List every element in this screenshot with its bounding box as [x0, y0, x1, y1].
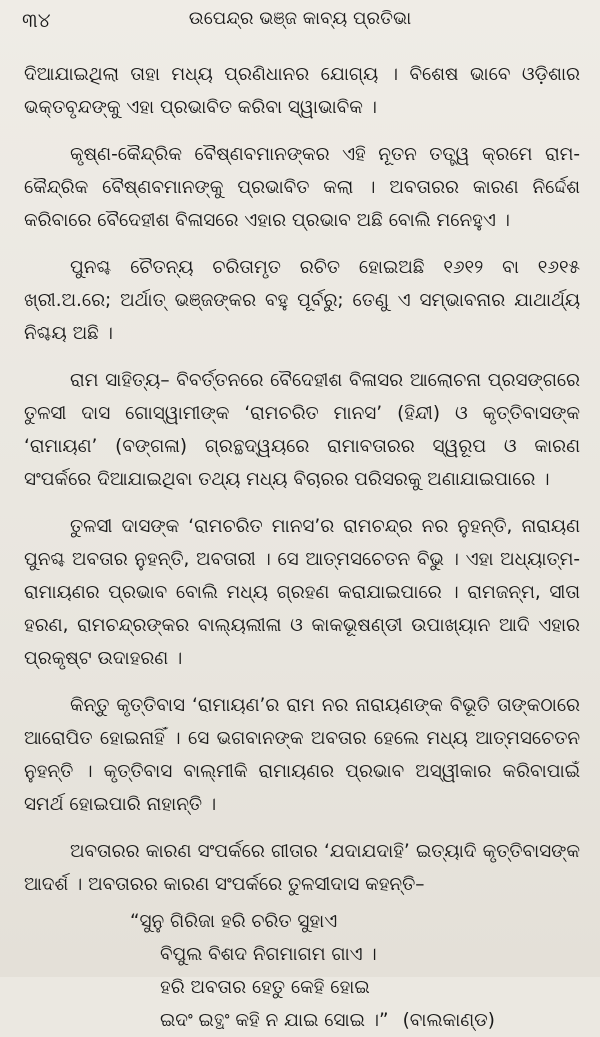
- paragraph-1: ଦିଆଯାଇଥିଲା ତାହା ମଧ୍ୟ ପ୍ରଣିଧାନର ଯୋଗ୍ୟ । ବିଶେଷ ଭାବେ ଓଡ଼ିଶାର ଭକ୍ତବୃନ୍ଦଙ୍କୁ ଏହା ପ୍ରଭାବିତ କରିବା ସ୍ୱାଭାବିକ ।: [24, 64, 580, 118]
- verse-line-2: ବିପୁଲ ବିଶଦ ନିଗମାଗମ ଗାଏ ।: [160, 944, 377, 965]
- page-header: [22, 6, 578, 36]
- paragraph-7: ଅବତାରର କାରଣ ସଂପର୍କରେ ଗୀତାର ‘ଯଦାଯଦାହି’ ଇତ୍ୟାଦି କୃତ୍ତିବାସଙ୍କ ଆଦର୍ଶ । ଅବତାରର କାରଣ ସଂପର୍କରେ ତୁଳସୀଦାସ କହନ୍ତି–: [24, 841, 580, 895]
- page-number: ୩୪: [22, 8, 51, 32]
- body-text: [24, 58, 580, 1037]
- verse-line-4-text: ଇଦଂ ଇତ୍ଥଂ କହି ନ ଯାଇ ସୋଇ ।”: [160, 1010, 389, 1031]
- paragraph-6: କିନ୍ତୁ କୃତ୍ତିବାସ ‘ରାମାୟଣ’ର ରାମ ନର ନାରାୟଣଙ୍କ ବିଭୂତି ତାଙ୍କଠାରେ ଆରୋପିତ ହୋଇନାହିଁ । ସେ ଭଗବାନଙ୍କ ଅବତାର ହେଲେ ମଧ୍ୟ ଆତ୍ମସଚେତନ ନୁହନ୍ତି । କୃତ୍ତିବାସ ବାଲ୍ମୀକି ରାମାୟଣର ପ୍ରଭାବ ଅସ୍ୱୀକାର କରିବାପାଇଁ ସମର୍ଥ ହୋଇପାରି ନାହାନ୍ତି ।: [24, 695, 580, 815]
- paragraph-3: ପୁନଶ୍ଚ ଚୈତନ୍ୟ ଚରିତାମୃତ ରଚିତ ହୋଇଅଛି ୧୬୧୨ ବା ୧୬୧୫ ଖ୍ରୀ.ଅ.ରେ; ଅର୍ଥାତ୍ ଭଞ୍ଜଙ୍କର ବହୁ ପୂର୍ବରୁ; ତେଣୁ ଏ ସମ୍ଭାବନାର ଯାଥାର୍ଥ୍ୟ ନିଶ୍ଚୟ ଅଛି ।: [24, 257, 580, 344]
- paragraph-4: ରାମ ସାହିତ୍ୟ– ବିବର୍ତ୍ତନରେ ବୈଦେହୀଶ ବିଳାସର ଆଲୋଚନା ପ୍ରସଙ୍ଗରେ ତୁଳସୀ ଦାସ ଗୋସ୍ୱାମୀଙ୍କ ‘ରାମଚରିତ ମାନସ’ (ହିନ୍ଦୀ) ଓ କୃତ୍ତିବାସଙ୍କ ‘ରାମାୟଣ’ (ବଙ୍ଗଳା) ଗ୍ରନ୍ଥଦ୍ୱୟରେ ରାମାବତାରର ସ୍ୱରୂପ ଓ କାରଣ ସଂପର୍କରେ ଦିଆଯାଇଥିବା ତଥ୍ୟ ମଧ୍ୟ ବିଚାରର ପରିସରକୁ ଅଣାଯାଇପାରେ ।: [24, 370, 580, 490]
- verse-quote: [24, 905, 580, 1037]
- verse-line-1: “ସୁନୁ ଗିରିଜା ହରି ଚରିତ ସୁହାଏ: [130, 911, 338, 932]
- verse-line-3: ହରି ଅବତାର ହେତୁ କେହି ହୋଇ: [160, 977, 370, 998]
- verse-line-4: [130, 1004, 580, 1037]
- paragraph-2: କୃଷ୍ଣ-କୈନ୍ଦ୍ରିକ ବୈଷ୍ଣବମାନଙ୍କର ଏହି ନୂତନ ତତ୍ତ୍ୱ କ୍ରମେ ରାମ-କୈନ୍ଦ୍ରିକ ବୈଷ୍ଣବମାନଙ୍କୁ ପ୍ରଭାବିତ କଲା । ଅବତାରର କାରଣ ନିର୍ଦ୍ଦେଶ କରିବାରେ ବୈଦେହୀଶ ବିଳାସରେ ଏହାର ପ୍ରଭାବ ଅଛି ବୋଲି ମନେହୁଏ ।: [24, 144, 580, 231]
- paragraph-5: ତୁଳସୀ ଦାସଙ୍କ ‘ରାମଚରିତ ମାନସ’ର ରାମଚନ୍ଦ୍ର ନର ନୁହନ୍ତି, ନାରାୟଣ ପୁନଶ୍ଚ ଅବତାର ନୁହନ୍ତି, ଅବତାରୀ । ସେ ଆତ୍ମସଚେତନ ବିଭୁ । ଏହା ଅଧ୍ୟାତ୍ମ-ରାମାୟଣର ପ୍ରଭାବ ବୋଲି ମଧ୍ୟ ଗ୍ରହଣ କରାଯାଇପାରେ । ରାମଜନ୍ମ, ସୀତା ହରଣ, ରାମଚନ୍ଦ୍ରଙ୍କର ବାଲ୍ୟଲୀଳା ଓ କାକଭୂଷଣ୍ଡୀ ଉପାଖ୍ୟାନ ଆଦି ଏହାର ପ୍ରକୃଷ୍ଟ ଉଦାହରଣ ।: [24, 516, 580, 669]
- running-title: ଉପେନ୍ଦ୍ର ଭଞ୍ଜ କାବ୍ୟ ପ୍ରତିଭା: [188, 8, 412, 29]
- verse-source: (ବାଲକାଣ୍ଡ): [402, 1010, 495, 1031]
